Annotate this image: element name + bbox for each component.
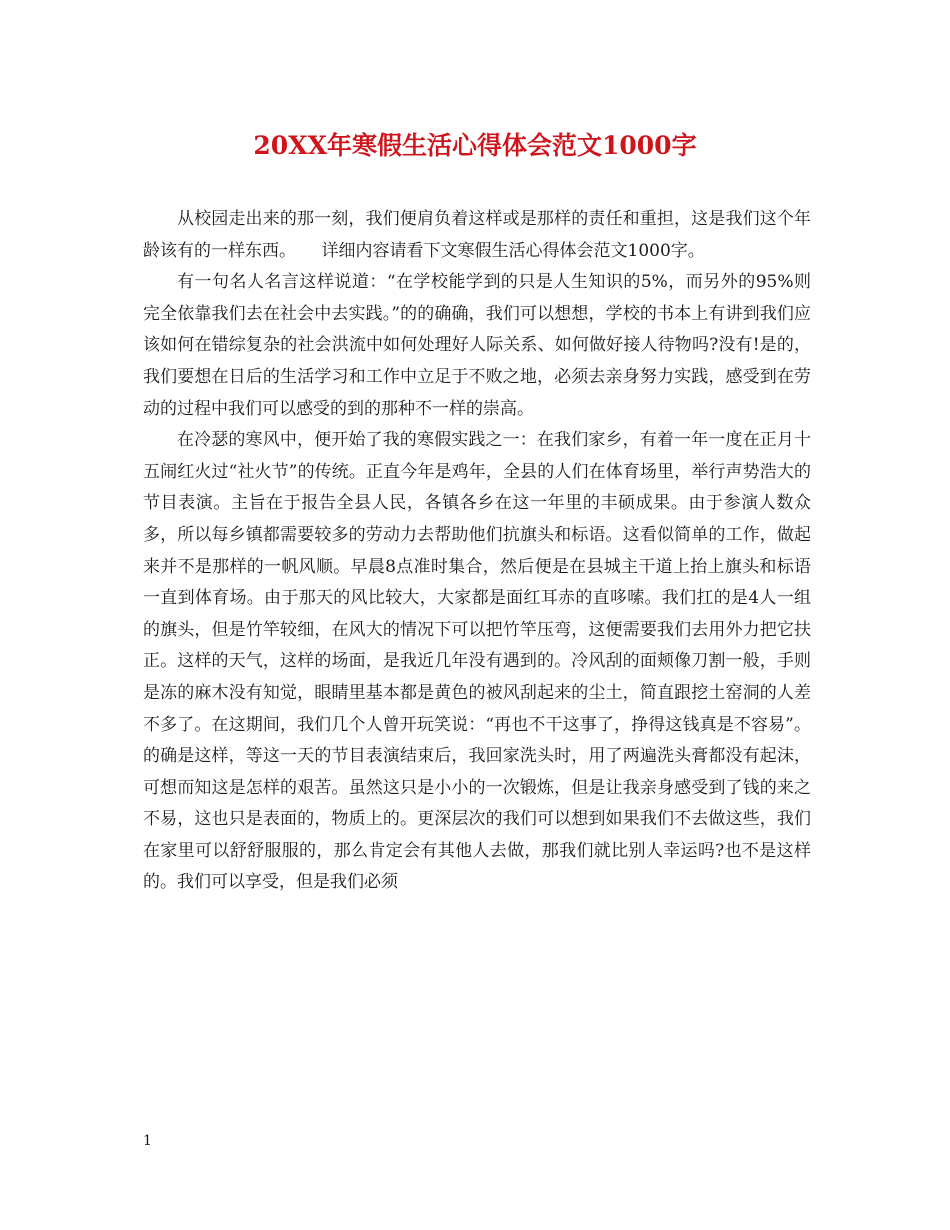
paragraph-1: 从校园走出来的那一刻，我们便肩负着这样或是那样的责任和重担，这是我们这个年龄该有的一样东西。 详细内容请看下文寒假生活心得体会范文1000字。: [143, 209, 811, 261]
page-number: 1: [143, 1133, 152, 1149]
paragraph-2: 有一句名人名言这样说道：“在学校能学到的只是人生知识的5%，而另外的95%则完全依靠我们去在社会中去实践。”的的确确，我们可以想想，学校的书本上有讲到我们应该如何在错综复杂的社会洪流中如何处理好人际关系、如何做好接人待物吗?没有!是的，我们要想在日后的生活学习和工作中立足于不败之地，必须去亲身努力实践，感受到在劳动的过程中我们可以感受的到的那种不一样的崇高。: [143, 272, 811, 419]
document-body: [143, 204, 811, 899]
paragraph-3: 在冷瑟的寒风中，便开始了我的寒假实践之一：在我们家乡，有着一年一度在正月十五闹红火过“社火节”的传统。正直今年是鸡年，全县的人们在体育场里，举行声势浩大的节目表演。主旨在于报告全县人民，各镇各乡在这一年里的丰硕成果。由于参演人数众多，所以每乡镇都需要较多的劳动力去帮助他们抗旗头和标语。这看似简单的工作，做起来并不是那样的一帆风顺。早晨8点准时集合，然后便是在县城主干道上抬上旗头和标语一直到体育场。由于那天的风比较大，大家都是面红耳赤的直哆嗦。我们扛的是4人一组的旗头，但是竹竿较细，在风大的情况下可以把竹竿压弯，这便需要我们去用外力把它扶正。这样的天气，这样的场面，是我近几年没有遇到的。冷风刮的面颊像刀割一般，手则是冻的麻木没有知觉，眼睛里基本都是黄色的被风刮起来的尘土，简直跟挖土窑洞的人差不多了。在这期间，我们几个人曾开玩笑说：“再也不干这事了，挣得这钱真是不容易”。的确是这样，等这一天的节目表演结束后，我回家洗头时，用了两遍洗头膏都没有起沫，可想而知这是怎样的艰苦。虽然这只是小小的一次锻炼，但是让我亲身感受到了钱的来之不易，这也只是表面的，物质上的。更深层次的我们可以想到如果我们不去做这些，我们在家里可以舒舒服服的，那么肯定会有其他人去做，那我们就比别人幸运吗?也不是这样的。我们可以享受，但是我们必须: [143, 430, 811, 893]
document-title: 20XX年寒假生活心得体会范文1000字: [253, 131, 697, 160]
